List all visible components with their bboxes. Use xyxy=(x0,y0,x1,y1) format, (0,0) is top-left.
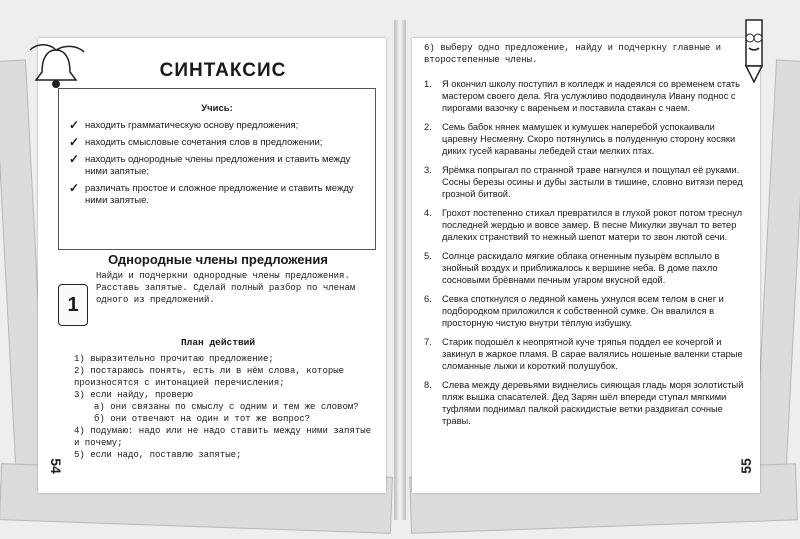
exercise-item xyxy=(424,164,750,200)
plan-item: 3) если найду, проверю xyxy=(74,390,193,400)
page-number-left: 54 xyxy=(47,458,64,474)
exercise-text: Семь бабок нянек мамушек и кумушек наперебой успокаивали царевну Несмеяну. Скоро потянулись в полуденную сторону косяки диких гусей караваны лебедей стаи мелких птах. xyxy=(442,122,736,156)
section-title: Однородные члены предложения xyxy=(108,252,328,267)
plan-item: 4) подумаю: надо или не надо ставить между ними запятые и почему; xyxy=(74,426,372,448)
learn-item-text: находить однородные члены предложения и ставить между ними запятые; xyxy=(85,154,351,177)
learn-item xyxy=(59,183,375,207)
bell-icon xyxy=(26,42,90,92)
check-icon: ✓ xyxy=(69,152,80,166)
plan-title: План действий xyxy=(180,337,256,348)
check-icon: ✓ xyxy=(69,135,80,149)
exercise-item xyxy=(424,250,750,286)
exercise-text: Солнце раскидало мягкие облака огненным пузырём всплыло в знойный воздух и приближалось к вершине неба. В доме пахло сосновыми брёвнами печным угаром вкусной едой. xyxy=(442,251,720,285)
exercise-text: Я окончил школу поступил в колледж и надеялся со временем стать мастером своего дела. Яга услужливо пододвинула Ивану поднос с пирогами вазочку с вареньем и поставила стакан с чаем. xyxy=(442,79,740,113)
exercise-number: 3. xyxy=(424,165,432,175)
exercise-item xyxy=(424,293,750,329)
exercise-item xyxy=(424,121,750,157)
pencil-character-icon xyxy=(734,14,774,86)
exercise-text: Старик подошёл к неопрятной куче тряпья поддел ее кочергой и закинул в жаркое пламя. В сарае валялись ношеные валенки старые сломанные лыжи и короткий полушубок. xyxy=(442,337,743,371)
check-icon: ✓ xyxy=(69,181,80,195)
exercise-item xyxy=(424,207,750,243)
learn-item xyxy=(59,120,375,132)
exercise-text: Севка споткнулся о ледяной камень ухнулся всем телом в снег и подбородком приложился к собственной сумке. Он ввалился в просторную чистую внутри тёплую избушку. xyxy=(442,294,724,328)
exercise-list xyxy=(424,78,750,434)
background-decoration xyxy=(754,59,800,482)
exercise-number: 4. xyxy=(424,208,432,218)
exercise-text: Слева между деревьями виднелись сияющая гладь моря золотистый пляж вышка спасателей. Дед Зарян шёл впереди ступал мягкими туфлями поднимал палкой раскидистые ветки раздвигал сочные травы. xyxy=(442,380,744,426)
exercise-text: Ярёмка попрыгал по странной траве нагнулся и пощупал её руками. Сосны березы осины и дубы застыли в тишине, словно витязи перед грозной битвой. xyxy=(442,165,743,199)
check-icon: ✓ xyxy=(69,118,80,132)
plan-subitem: а) они связаны по смыслу с одним и тем же словом? xyxy=(94,402,359,412)
task-number-badge: 1 xyxy=(58,284,88,326)
task-text: Найди и подчеркни однородные члены предложения. Расставь запятые. Сделай полный разбор по членам одного из предложений. xyxy=(96,271,356,305)
plan-continuation: 6) выберу одно предложение, найду и подчеркну главные и второстепенные члены. xyxy=(424,43,722,65)
exercise-number: 1. xyxy=(424,79,432,89)
learn-item-text: находить грамматическую основу предложения; xyxy=(85,120,299,131)
left-page xyxy=(38,38,386,493)
plan-item: 1) выразительно прочитаю предложение; xyxy=(74,354,274,364)
page-number-right: 55 xyxy=(737,458,754,474)
plan-item: 2) постараюсь понять, есть ли в нём слова, которые произносятся с интонацией перечисления; xyxy=(74,366,345,388)
learn-item-text: различать простое и сложное предложение и ставить между ними запятые. xyxy=(85,183,354,206)
exercise-number: 2. xyxy=(424,122,432,132)
learn-item xyxy=(59,154,375,178)
learn-heading: Учись: xyxy=(201,103,233,114)
plan-item: 5) если надо, поставлю запятые; xyxy=(74,450,242,460)
exercise-number: 8. xyxy=(424,380,432,390)
book-spine xyxy=(394,20,406,520)
exercise-item xyxy=(424,336,750,372)
exercise-number: 6. xyxy=(424,294,432,304)
exercise-text: Грохот постепенно стихал превратился в глухой рокот потом треснул последней жердью и вовсе замер. В песне Микулки звучал то ветер далеких странствий то нежный шепот матери то звон лютой сечи. xyxy=(442,208,743,242)
right-page xyxy=(412,38,760,493)
exercise-item xyxy=(424,379,750,427)
plan-subitem: б) они отвечают на один и тот же вопрос? xyxy=(94,414,311,424)
learn-box xyxy=(58,88,376,250)
learn-item-text: находить смысловые сочетания слов в предложении; xyxy=(85,137,323,148)
plan-list xyxy=(74,353,374,461)
page-title: СИНТАКСИС xyxy=(159,60,287,81)
exercise-item xyxy=(424,78,750,114)
exercise-number: 5. xyxy=(424,251,432,261)
exercise-number: 7. xyxy=(424,337,432,347)
learn-item xyxy=(59,137,375,149)
